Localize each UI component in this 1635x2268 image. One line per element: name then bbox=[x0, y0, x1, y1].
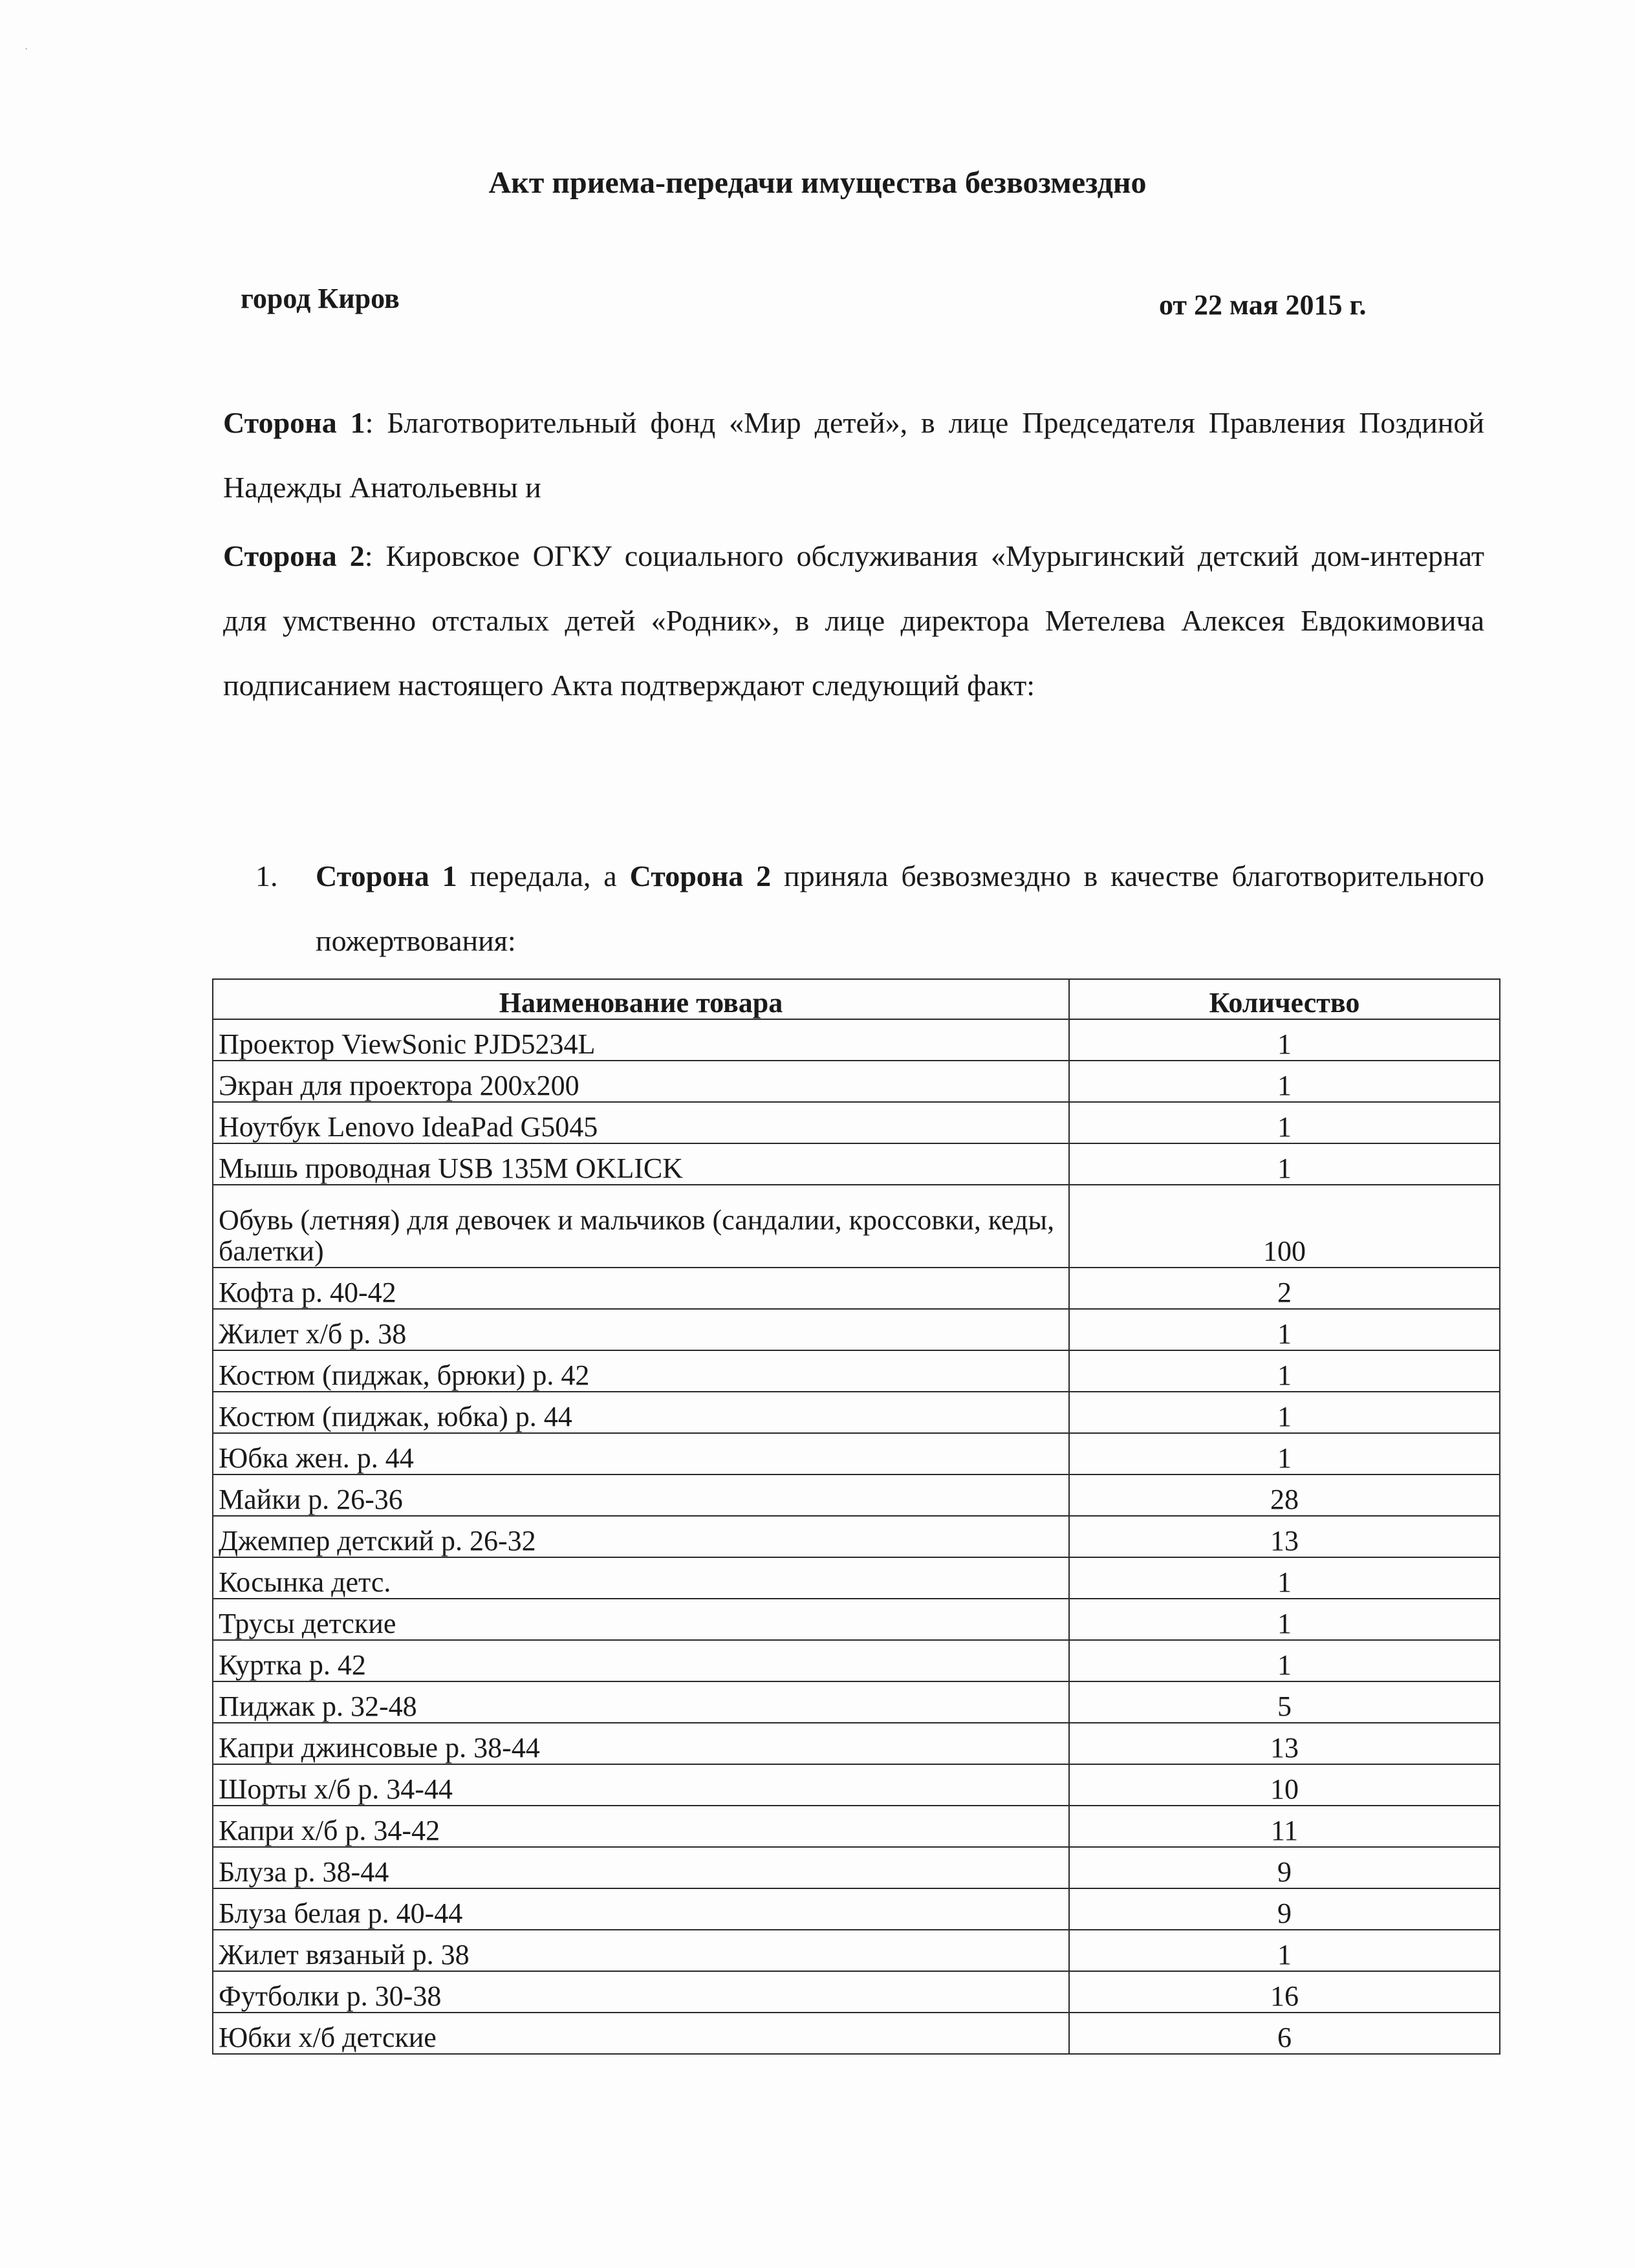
item-qty: 1 bbox=[1069, 1102, 1500, 1143]
item-qty: 1 bbox=[1069, 1143, 1500, 1185]
side1-text: : Благотворительный фонд «Мир детей», в лице Председателя Правления Поздиной Надежды Анатольевны и bbox=[223, 406, 1484, 504]
city-label: город Киров bbox=[241, 283, 400, 314]
item-qty: 2 bbox=[1069, 1268, 1500, 1309]
table-row bbox=[213, 1474, 1500, 1516]
table-row bbox=[213, 1971, 1500, 2013]
table-row bbox=[213, 1557, 1500, 1599]
item1-rest-text: приняла безвозмездно в качестве благотворительного пожертвования: bbox=[316, 859, 1484, 957]
item-name: Блуза белая р. 40-44 bbox=[213, 1888, 1069, 1930]
scan-speck: · bbox=[25, 43, 28, 55]
table-row bbox=[213, 1888, 1500, 1930]
table-header-row bbox=[213, 979, 1500, 1019]
side2-paragraph bbox=[223, 524, 1484, 718]
document-title: Акт приема-передачи имущества безвозмездно bbox=[488, 166, 1147, 200]
item-name: Трусы детские bbox=[213, 1599, 1069, 1640]
item-qty: 1 bbox=[1069, 1599, 1500, 1640]
table-row bbox=[213, 1143, 1500, 1185]
item-name: Пиджак р. 32-48 bbox=[213, 1681, 1069, 1723]
item-name: Юбка жен. р. 44 bbox=[213, 1433, 1069, 1474]
item-qty: 100 bbox=[1069, 1185, 1500, 1268]
item-name: Капри х/б р. 34-42 bbox=[213, 1806, 1069, 1847]
item-name: Майки р. 26-36 bbox=[213, 1474, 1069, 1516]
table-row bbox=[213, 1019, 1500, 1061]
side2-label: Сторона 2 bbox=[223, 539, 365, 572]
item1-middle-text: передала, а bbox=[457, 859, 630, 892]
item-name: Косынка детс. bbox=[213, 1557, 1069, 1599]
table-row bbox=[213, 1433, 1500, 1474]
table-row bbox=[213, 1516, 1500, 1557]
table-row bbox=[213, 1350, 1500, 1392]
table-row bbox=[213, 1309, 1500, 1350]
table-row bbox=[213, 1268, 1500, 1309]
item-name: Проектор ViewSonic PJD5234L bbox=[213, 1019, 1069, 1061]
table-row bbox=[213, 1764, 1500, 1806]
item-name: Экран для проектора 200х200 bbox=[213, 1061, 1069, 1102]
item1-side2-label: Сторона 2 bbox=[629, 859, 772, 892]
table-row bbox=[213, 1640, 1500, 1681]
item-qty: 1 bbox=[1069, 1640, 1500, 1681]
item1-side1-label: Сторона 1 bbox=[316, 859, 457, 892]
item-qty: 28 bbox=[1069, 1474, 1500, 1516]
table-row bbox=[213, 2013, 1500, 2054]
table-row bbox=[213, 1392, 1500, 1433]
item-qty: 13 bbox=[1069, 1516, 1500, 1557]
table-row bbox=[213, 1185, 1500, 1268]
table-row bbox=[213, 1847, 1500, 1888]
item-name: Мышь проводная USB 135M OKLICK bbox=[213, 1143, 1069, 1185]
item-qty: 9 bbox=[1069, 1888, 1500, 1930]
item-name: Обувь (летняя) для девочек и мальчиков (сандалии, кроссовки, кеды, балетки) bbox=[213, 1185, 1069, 1268]
list-item-text bbox=[316, 844, 1484, 973]
item-name: Куртка р. 42 bbox=[213, 1640, 1069, 1681]
table-row bbox=[213, 1681, 1500, 1723]
header-name: Наименование товара bbox=[213, 979, 1069, 1019]
item-qty: 6 bbox=[1069, 2013, 1500, 2054]
side2-text: : Кировское ОГКУ социального обслуживания «Мурыгинский детский дом-интернат для умственно отсталых детей «Родник», в лице директора Метелева Алексея Евдокимовича подписанием настоящего Акта подтверждают следующий факт: bbox=[223, 539, 1484, 702]
item-name: Ноутбук Lenovo IdeaPad G5045 bbox=[213, 1102, 1069, 1143]
item-qty: 5 bbox=[1069, 1681, 1500, 1723]
table-row bbox=[213, 1102, 1500, 1143]
item-name: Юбки х/б детские bbox=[213, 2013, 1069, 2054]
item-qty: 1 bbox=[1069, 1392, 1500, 1433]
item-qty: 11 bbox=[1069, 1806, 1500, 1847]
table-body bbox=[213, 1019, 1500, 2054]
item-name: Шорты х/б р. 34-44 bbox=[213, 1764, 1069, 1806]
item-name: Жилет х/б р. 38 bbox=[213, 1309, 1069, 1350]
item-qty: 1 bbox=[1069, 1433, 1500, 1474]
item-qty: 1 bbox=[1069, 1557, 1500, 1599]
item-qty: 1 bbox=[1069, 1061, 1500, 1102]
table-row bbox=[213, 1061, 1500, 1102]
header-qty: Количество bbox=[1069, 979, 1500, 1019]
item-qty: 1 bbox=[1069, 1350, 1500, 1392]
goods-table bbox=[212, 978, 1500, 2055]
item-qty: 16 bbox=[1069, 1971, 1500, 2013]
item-qty: 10 bbox=[1069, 1764, 1500, 1806]
document-date: от 22 мая 2015 г. bbox=[1159, 289, 1367, 321]
item-qty: 1 bbox=[1069, 1309, 1500, 1350]
table-row bbox=[213, 1723, 1500, 1764]
table-row bbox=[213, 1599, 1500, 1640]
item-name: Костюм (пиджак, брюки) р. 42 bbox=[213, 1350, 1069, 1392]
item-name: Джемпер детский р. 26-32 bbox=[213, 1516, 1069, 1557]
item-qty: 9 bbox=[1069, 1847, 1500, 1888]
item-name: Капри джинсовые р. 38-44 bbox=[213, 1723, 1069, 1764]
item-name: Блуза р. 38-44 bbox=[213, 1847, 1069, 1888]
item-qty: 13 bbox=[1069, 1723, 1500, 1764]
side1-label: Сторона 1 bbox=[223, 406, 365, 439]
item-qty: 1 bbox=[1069, 1930, 1500, 1971]
item-name: Костюм (пиджак, юбка) р. 44 bbox=[213, 1392, 1069, 1433]
item-name: Кофта р. 40-42 bbox=[213, 1268, 1069, 1309]
table-row bbox=[213, 1806, 1500, 1847]
table-row bbox=[213, 1930, 1500, 1971]
item-name: Жилет вязаный р. 38 bbox=[213, 1930, 1069, 1971]
item-qty: 1 bbox=[1069, 1019, 1500, 1061]
side1-paragraph bbox=[223, 391, 1484, 520]
list-item-number: 1. bbox=[255, 859, 278, 892]
item-name: Футболки р. 30-38 bbox=[213, 1971, 1069, 2013]
